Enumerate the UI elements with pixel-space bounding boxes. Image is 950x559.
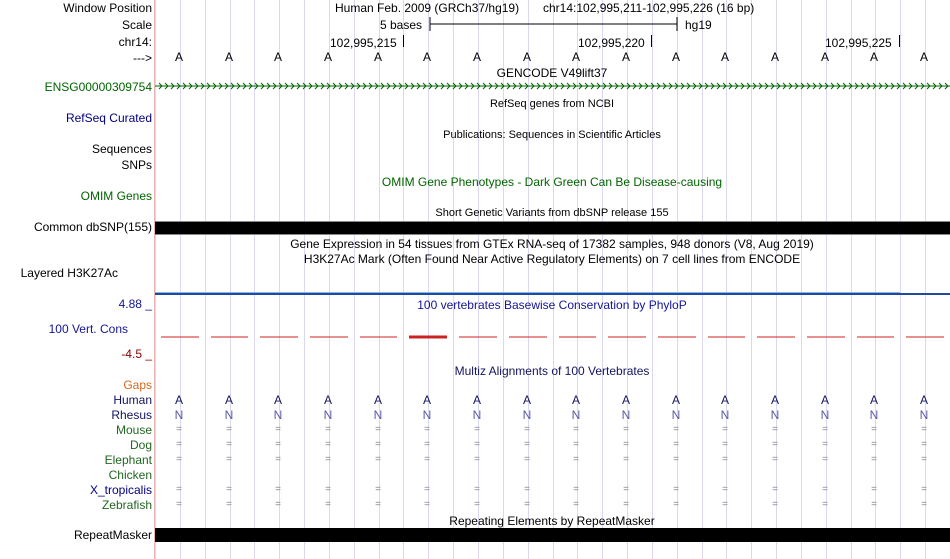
h3k27ac-signal-line: [155, 293, 950, 295]
alignment-base: =: [424, 439, 430, 450]
alignment-base: N: [472, 408, 482, 422]
base-letter: A: [323, 50, 333, 64]
alignment-base: =: [573, 454, 579, 465]
scale-db: hg19: [685, 18, 712, 32]
alignment-base: A: [522, 393, 532, 407]
base-letter: A: [472, 50, 482, 64]
track-title-h3k27ac[interactable]: H3K27Ac Mark (Often Found Near Active Regulatory Elements) on 7 cell lines from ENCODE: [303, 252, 801, 266]
alignment-base: =: [722, 484, 728, 495]
alignment-base: =: [772, 484, 778, 495]
alignment-base: N: [224, 408, 234, 422]
tick-label-1: 102,995,215: [330, 36, 397, 50]
alignment-base: =: [474, 499, 480, 510]
alignment-base: N: [621, 408, 631, 422]
alignment-base: =: [623, 499, 629, 510]
dbsnp-feature-bar[interactable]: [155, 221, 950, 235]
alignment-base: =: [871, 424, 877, 435]
base-letter: A: [869, 50, 879, 64]
alignment-base: =: [822, 439, 828, 450]
alignment-base: =: [226, 439, 232, 450]
scale-label: 5 bases: [380, 18, 423, 32]
label-layered-h3k27ac[interactable]: Layered H3K27Ac: [20, 266, 118, 280]
alignment-base: =: [822, 484, 828, 495]
label-omim-genes[interactable]: OMIM Genes: [80, 189, 152, 203]
alignment-base: =: [226, 424, 232, 435]
alignment-base: =: [673, 424, 679, 435]
base-letter: A: [522, 50, 532, 64]
label-refseq-curated[interactable]: RefSeq Curated: [65, 111, 152, 125]
alignment-base: A: [919, 393, 929, 407]
alignment-base: =: [275, 454, 281, 465]
alignment-base: =: [375, 484, 381, 495]
alignment-base: =: [176, 424, 182, 435]
alignment-base: =: [871, 454, 877, 465]
phylop-conservation-plot[interactable]: [155, 325, 950, 350]
alignment-base: =: [325, 454, 331, 465]
base-letter: A: [174, 50, 184, 64]
label-species-chicken[interactable]: Chicken: [108, 468, 152, 482]
repeatmasker-feature-bar[interactable]: [155, 528, 950, 542]
alignment-base: =: [424, 499, 430, 510]
alignment-base: =: [921, 454, 927, 465]
alignment-base: N: [273, 408, 283, 422]
track-image[interactable]: [155, 0, 950, 559]
alignment-base: =: [424, 454, 430, 465]
label-common-dbsnp[interactable]: Common dbSNP(155): [33, 220, 152, 234]
alignment-base: A: [273, 393, 283, 407]
alignment-base: =: [375, 424, 381, 435]
alignment-base: N: [174, 408, 184, 422]
alignment-base: =: [424, 424, 430, 435]
alignment-base: =: [325, 499, 331, 510]
alignment-base: =: [275, 499, 281, 510]
alignment-base: =: [921, 439, 927, 450]
tick-mark-3: [899, 35, 900, 47]
alignment-base: =: [375, 439, 381, 450]
track-title-repeatmasker[interactable]: Repeating Elements by RepeatMasker: [449, 514, 655, 528]
alignment-base: A: [472, 393, 482, 407]
alignment-base: A: [869, 393, 879, 407]
alignment-base: N: [522, 408, 532, 422]
track-title-dbsnp[interactable]: Short Genetic Variants from dbSNP release 155: [435, 207, 669, 219]
alignment-base: =: [871, 484, 877, 495]
alignment-base: =: [822, 454, 828, 465]
alignment-base: =: [822, 424, 828, 435]
label-cons-max: 4.88 _: [118, 297, 152, 311]
alignment-base: =: [722, 439, 728, 450]
alignment-base: =: [474, 439, 480, 450]
label-cons-min: -4.5 _: [121, 347, 152, 361]
alignment-base: =: [921, 499, 927, 510]
alignment-base: =: [325, 424, 331, 435]
alignment-base: =: [772, 439, 778, 450]
alignment-base: =: [772, 424, 778, 435]
alignment-base: =: [623, 424, 629, 435]
tick-mark-2: [651, 35, 652, 47]
label-chrom: chr14:: [118, 35, 152, 49]
alignment-base: =: [871, 499, 877, 510]
tick-mark-1: [403, 35, 404, 47]
alignment-base: =: [573, 424, 579, 435]
alignment-base: =: [524, 424, 530, 435]
tick-label-3: 102,995,225: [825, 36, 892, 50]
alignment-base: =: [673, 439, 679, 450]
alignment-base: =: [226, 484, 232, 495]
alignment-base: =: [474, 424, 480, 435]
alignment-base: =: [673, 484, 679, 495]
scale-bar: [425, 16, 685, 34]
label-strand: --->: [133, 51, 152, 65]
alignment-base: =: [573, 499, 579, 510]
alignment-base: =: [275, 424, 281, 435]
alignment-base: =: [722, 424, 728, 435]
alignment-base: A: [720, 393, 730, 407]
base-letter: A: [422, 50, 432, 64]
alignment-base: =: [375, 454, 381, 465]
label-species-zebrafish[interactable]: Zebrafish: [101, 498, 152, 512]
label-species-rhesus[interactable]: Rhesus: [111, 408, 152, 422]
alignment-base: A: [770, 393, 780, 407]
alignment-base: N: [323, 408, 333, 422]
position-readout: chr14:102,995,211-102,995,226 (16 bp): [543, 1, 755, 15]
alignment-base: A: [323, 393, 333, 407]
label-sequences[interactable]: Sequences: [91, 142, 152, 156]
alignment-base: =: [325, 484, 331, 495]
alignment-base: =: [275, 484, 281, 495]
tick-label-2: 102,995,220: [578, 36, 645, 50]
label-100-vert-cons[interactable]: 100 Vert. Cons: [48, 322, 128, 336]
alignment-base: =: [673, 499, 679, 510]
track-labels: [0, 0, 154, 559]
assembly-label: Human Feb. 2009 (GRCh37/hg19): [335, 1, 520, 15]
alignment-base: =: [176, 499, 182, 510]
alignment-base: =: [474, 454, 480, 465]
alignment-base: =: [176, 484, 182, 495]
alignment-base: =: [176, 454, 182, 465]
alignment-base: N: [820, 408, 830, 422]
alignment-base: =: [822, 499, 828, 510]
base-letter: A: [671, 50, 681, 64]
label-gaps: Gaps: [123, 378, 152, 392]
alignment-base: =: [623, 454, 629, 465]
base-letter: A: [224, 50, 234, 64]
alignment-base: =: [573, 484, 579, 495]
track-title-publications[interactable]: Publications: Sequences in Scientific Articles: [443, 129, 661, 141]
alignment-base: N: [571, 408, 581, 422]
base-letter: A: [273, 50, 283, 64]
label-scale: Scale: [121, 18, 152, 32]
label-repeatmasker[interactable]: RepeatMasker: [73, 528, 152, 542]
alignment-base: =: [524, 499, 530, 510]
alignment-base: =: [375, 499, 381, 510]
base-letter: A: [373, 50, 383, 64]
alignment-base: =: [325, 439, 331, 450]
base-letter: A: [621, 50, 631, 64]
label-snps[interactable]: SNPs: [121, 158, 152, 172]
track-title-refseq[interactable]: RefSeq genes from NCBI: [489, 98, 615, 110]
label-species-dog[interactable]: Dog: [129, 438, 152, 452]
base-letter: A: [571, 50, 581, 64]
label-species-human[interactable]: Human: [113, 393, 152, 407]
gencode-gene-model[interactable]: [155, 81, 950, 91]
alignment-base: N: [770, 408, 780, 422]
base-letter: A: [919, 50, 929, 64]
label-species-mouse[interactable]: Mouse: [115, 423, 152, 437]
alignment-base: =: [921, 424, 927, 435]
alignment-base: =: [772, 454, 778, 465]
base-letter: A: [720, 50, 730, 64]
alignment-base: N: [373, 408, 383, 422]
alignment-base: =: [772, 499, 778, 510]
alignment-base: =: [623, 439, 629, 450]
h3k27ac-signal-light: [155, 292, 900, 293]
alignment-base: =: [424, 484, 430, 495]
alignment-base: =: [524, 484, 530, 495]
alignment-base: =: [176, 439, 182, 450]
alignment-base: =: [275, 439, 281, 450]
alignment-base: =: [722, 499, 728, 510]
alignment-base: N: [869, 408, 879, 422]
alignment-base: A: [224, 393, 234, 407]
base-letter: A: [820, 50, 830, 64]
track-title-phylop[interactable]: 100 vertebrates Basewise Conservation by PhyloP: [417, 298, 687, 312]
alignment-base: A: [571, 393, 581, 407]
label-gencode-gene[interactable]: ENSG00000309754: [44, 80, 152, 94]
alignment-base: =: [623, 484, 629, 495]
track-title-gencode[interactable]: GENCODE V49lift37: [496, 66, 608, 80]
alignment-base: A: [422, 393, 432, 407]
alignment-base: =: [524, 454, 530, 465]
base-letter: A: [770, 50, 780, 64]
alignment-base: N: [422, 408, 432, 422]
alignment-base: =: [871, 439, 877, 450]
alignment-base: A: [174, 393, 184, 407]
alignment-base: N: [671, 408, 681, 422]
track-title-multiz[interactable]: Multiz Alignments of 100 Vertebrates: [454, 364, 650, 378]
alignment-base: =: [673, 454, 679, 465]
track-title-omim[interactable]: OMIM Gene Phenotypes - Dark Green Can Be Disease-causing: [381, 175, 723, 189]
track-title-gtex[interactable]: Gene Expression in 54 tissues from GTEx RNA-seq of 17382 samples, 948 donors (V8, Aug 2019): [290, 237, 814, 251]
alignment-base: =: [722, 454, 728, 465]
alignment-base: =: [524, 439, 530, 450]
alignment-base: =: [226, 499, 232, 510]
alignment-base: =: [226, 454, 232, 465]
alignment-base: =: [921, 484, 927, 495]
alignment-base: A: [820, 393, 830, 407]
alignment-base: =: [474, 484, 480, 495]
alignment-base: A: [621, 393, 631, 407]
alignment-base: N: [919, 408, 929, 422]
alignment-base: =: [573, 439, 579, 450]
alignment-base: A: [373, 393, 383, 407]
label-species-x-tropicalis[interactable]: X_tropicalis: [89, 483, 152, 497]
label-species-elephant[interactable]: Elephant: [104, 453, 152, 467]
alignment-base: N: [720, 408, 730, 422]
alignment-base: A: [671, 393, 681, 407]
label-window-position: Window Position: [63, 1, 152, 15]
